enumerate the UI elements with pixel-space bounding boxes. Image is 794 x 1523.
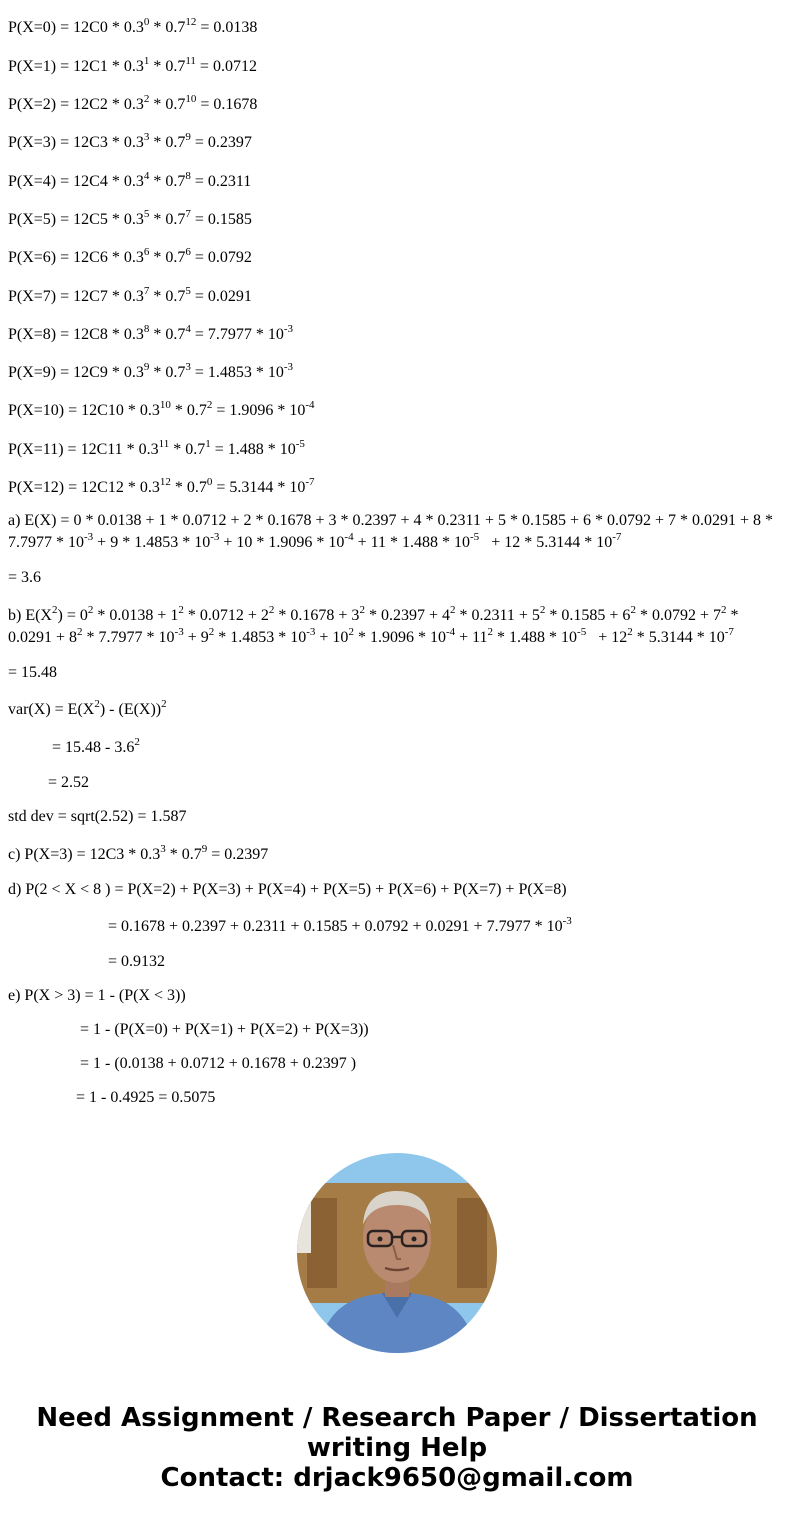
part-b-text: + 10 [315, 629, 349, 646]
exponent: 11 [185, 54, 196, 67]
exponent: 2 [487, 625, 494, 638]
probability-text: = 0.0138 [196, 19, 258, 36]
part-b-text: * 0.0138 + 1 [93, 607, 179, 624]
probability-text: P(X=2) = 12C2 * 0.3 [8, 96, 144, 113]
exponent: 12 [159, 475, 171, 488]
exponent: 2 [143, 92, 150, 105]
exponent: -3 [306, 625, 316, 638]
part-d-line-2 [108, 914, 572, 936]
wall-switch [297, 1193, 311, 1253]
exponent: -5 [470, 530, 480, 543]
exponent: 3 [143, 130, 150, 143]
part-b-text: * 0.2397 + 4 [364, 607, 450, 624]
probability-text: = 1.488 * 10 [210, 441, 296, 458]
part-b-text: ) = 0 [57, 607, 88, 624]
exponent: 2 [94, 697, 100, 710]
part-b-text: * 1.9096 * 10 [353, 629, 446, 646]
exponent: 2 [359, 603, 365, 616]
exponent: 6 [185, 245, 191, 258]
exponent: 2 [627, 625, 633, 638]
probability-text: = 7.7977 * 10 [190, 326, 284, 343]
exponent: -3 [84, 530, 94, 543]
variance-text: ) - (E(X)) [99, 701, 162, 718]
probability-line [8, 54, 257, 76]
probability-line [8, 130, 252, 152]
exponent: -3 [174, 625, 184, 638]
probability-text: = 0.0792 [190, 249, 252, 266]
probability-text: * 0.7 [149, 326, 186, 343]
probability-text: = 0.2311 [190, 173, 252, 190]
part-b-text: * 7.7977 * 10 [82, 629, 175, 646]
banner-line-1: Need Assignment / Research Paper / Dissertation [36, 1403, 758, 1433]
std-dev-line: std dev = sqrt(2.52) = 1.587 [8, 808, 187, 825]
probability-line [8, 360, 294, 382]
part-a-text: + 9 * 1.4853 * 10 [93, 534, 211, 551]
part-a-result: = 3.6 [8, 569, 42, 586]
eye-left [378, 1237, 383, 1242]
part-b-text: * 1.488 * 10 [493, 629, 578, 646]
exponent: 9 [185, 130, 191, 143]
part-d-line-3: = 0.9132 [108, 953, 166, 970]
exponent: 0 [206, 475, 213, 488]
part-b-text: * 0.0291 + 8 [8, 607, 739, 646]
exponent: 9 [143, 360, 150, 373]
probability-text: P(X=5) = 12C5 * 0.3 [8, 211, 144, 228]
exponent: 1 [205, 437, 211, 450]
exponent: 10 [159, 398, 171, 411]
part-b-text: b) E(X [8, 607, 52, 624]
exponent: -7 [305, 475, 315, 488]
exponent: -3 [562, 914, 572, 927]
wood-panel-right [457, 1198, 487, 1288]
exponent: 12 [185, 15, 197, 28]
exponent: 2 [206, 398, 213, 411]
exponent: 2 [178, 603, 184, 616]
probability-line [8, 475, 315, 497]
exponent: -4 [305, 398, 315, 411]
part-b-text: * 0.0792 + 7 [635, 607, 721, 624]
variance-substitution [52, 735, 140, 757]
probability-text: P(X=0) = 12C0 * 0.3 [8, 19, 144, 36]
probability-text: * 0.7 [149, 58, 186, 75]
exponent: 2 [134, 735, 140, 748]
exponent: -5 [577, 625, 587, 638]
exponent: 2 [539, 603, 546, 616]
probability-line [8, 437, 305, 459]
exponent: 6 [143, 245, 150, 258]
probability-text: P(X=7) = 12C7 * 0.3 [8, 288, 144, 305]
probability-text: = 0.1678 [196, 96, 258, 113]
probability-line [8, 169, 252, 191]
part-a-expectation [8, 510, 784, 554]
probability-text: P(X=8) = 12C8 * 0.3 [8, 326, 144, 343]
part-c-text: = 0.2397 [207, 846, 269, 863]
exponent: -5 [295, 437, 305, 450]
probability-text: = 1.9096 * 10 [212, 402, 306, 419]
probability-text: P(X=4) = 12C4 * 0.3 [8, 173, 144, 190]
exponent: 7 [143, 284, 150, 297]
exponent: 8 [143, 322, 150, 335]
exponent: 0 [143, 15, 150, 28]
probability-text: * 0.7 [149, 173, 186, 190]
exponent: -7 [724, 625, 734, 638]
exponent: 5 [185, 284, 191, 297]
part-b-text: * 0.2311 + 5 [455, 607, 540, 624]
exponent: 9 [201, 842, 208, 855]
probability-text: = 5.3144 * 10 [212, 479, 306, 496]
probability-text: * 0.7 [149, 288, 186, 305]
variance-result: = 2.52 [48, 774, 90, 791]
exponent: 5 [143, 207, 150, 220]
part-d-text: = 0.1678 + 0.2397 + 0.2311 + 0.1585 + 0.0792 + 0.0291 + 7.7977 * 10 [108, 918, 563, 935]
part-b-text: + 12 [586, 629, 628, 646]
probability-text: * 0.7 [170, 479, 207, 496]
exponent: 2 [161, 697, 167, 710]
exponent: 2 [87, 603, 94, 616]
part-e-line-1: e) P(X > 3) = 1 - (P(X < 3)) [8, 987, 186, 1004]
probability-text: = 0.0712 [195, 58, 257, 75]
probability-text: P(X=12) = 12C12 * 0.3 [8, 479, 160, 496]
author-avatar [297, 1153, 497, 1353]
exponent: -3 [283, 360, 294, 373]
probability-text: P(X=9) = 12C9 * 0.3 [8, 364, 144, 381]
probability-line [8, 284, 252, 306]
part-c-line [8, 842, 269, 864]
probability-text: P(X=10) = 12C10 * 0.3 [8, 402, 160, 419]
exponent: 3 [185, 360, 191, 373]
part-b-text: * 0.1678 + 3 [274, 607, 360, 624]
probability-text: * 0.7 [169, 441, 206, 458]
exponent: 2 [268, 603, 275, 616]
probability-text: P(X=1) = 12C1 * 0.3 [8, 58, 144, 75]
probability-text: P(X=11) = 12C11 * 0.3 [8, 441, 159, 458]
part-b-second-moment [8, 605, 784, 649]
probability-text: = 0.2397 [190, 134, 252, 151]
eye-right [412, 1237, 417, 1242]
variance-text: = 15.48 - 3.6 [52, 739, 135, 756]
part-b-text: * 5.3144 * 10 [632, 629, 725, 646]
part-b-text: * 0.1585 + 6 [545, 607, 631, 624]
exponent: 2 [208, 625, 215, 638]
part-c-text: * 0.7 [165, 846, 202, 863]
exponent: 2 [348, 625, 354, 638]
variance-text: var(X) = E(X [8, 701, 95, 718]
exponent: 2 [449, 603, 456, 616]
exponent: -3 [210, 530, 220, 543]
part-a-text: + 12 * 5.3144 * 10 [479, 534, 613, 551]
exponent: -4 [445, 625, 456, 638]
part-b-text: + 11 [455, 629, 488, 646]
avatar-illustration [297, 1153, 497, 1353]
banner-line-2: writing Help [306, 1433, 488, 1463]
part-c-text: c) P(X=3) = 12C3 * 0.3 [8, 846, 161, 863]
probability-text: * 0.7 [149, 19, 186, 36]
part-a-text: + 10 * 1.9096 * 10 [219, 534, 345, 551]
exponent: -3 [283, 322, 294, 335]
probability-text: * 0.7 [149, 96, 186, 113]
exponent: 2 [51, 603, 58, 616]
exponent: 4 [143, 169, 150, 182]
probability-line [8, 398, 315, 420]
part-e-line-2: = 1 - (P(X=0) + P(X=1) + P(X=2) + P(X=3)) [80, 1021, 369, 1038]
variance-formula [8, 697, 167, 719]
part-b-text: + 9 [183, 629, 209, 646]
probability-text: = 0.1585 [190, 211, 252, 228]
probability-line [8, 245, 252, 267]
exponent: 11 [158, 437, 170, 450]
exponent: 1 [143, 54, 150, 67]
probability-text: P(X=3) = 12C3 * 0.3 [8, 134, 144, 151]
part-e-line-4: = 1 - 0.4925 = 0.5075 [76, 1089, 216, 1106]
probability-text: P(X=6) = 12C6 * 0.3 [8, 249, 144, 266]
probability-line [8, 15, 258, 37]
exponent: -4 [344, 530, 354, 543]
exponent: 2 [630, 603, 636, 616]
part-b-result: = 15.48 [8, 664, 58, 681]
part-a-text: a) E(X) = 0 * 0.0138 + 1 * 0.0712 + 2 * 0.1678 + 3 * 0.2397 + 4 * 0.2311 + 5 * 0.1585 + 6 * 0.0792 + 7 * 0.0291 + 8 * 7.7977 * 10 [8, 512, 774, 551]
probability-text: = 1.4853 * 10 [190, 364, 284, 381]
exponent: 10 [185, 92, 197, 105]
exponent: 3 [160, 842, 166, 855]
banner-contact-line: Contact: drjack9650@gmail.com [160, 1463, 634, 1493]
wood-panel-left [307, 1198, 337, 1288]
probability-text: * 0.7 [149, 249, 186, 266]
exponent: 2 [77, 625, 83, 638]
probability-line [8, 207, 252, 229]
exponent: 8 [185, 169, 191, 182]
part-b-text: * 1.4853 * 10 [214, 629, 307, 646]
part-b-text: * 0.0712 + 2 [183, 607, 269, 624]
probability-line [8, 92, 258, 114]
part-d-line-1: d) P(2 < X < 8 ) = P(X=2) + P(X=3) + P(X=4) + P(X=5) + P(X=6) + P(X=7) + P(X=8) [8, 881, 567, 898]
probability-text: * 0.7 [149, 211, 186, 228]
exponent: -7 [612, 530, 622, 543]
exponent: 4 [185, 322, 191, 335]
contact-banner [0, 1403, 794, 1493]
exponent: 2 [720, 603, 727, 616]
part-a-text: + 11 * 1.488 * 10 [353, 534, 471, 551]
exponent: 7 [185, 207, 191, 220]
probability-line [8, 322, 294, 344]
probability-text: * 0.7 [149, 364, 186, 381]
part-e-line-3: = 1 - (0.0138 + 0.0712 + 0.1678 + 0.2397 ) [80, 1055, 357, 1072]
probability-text: * 0.7 [170, 402, 207, 419]
probability-text: = 0.0291 [190, 288, 252, 305]
probability-text: * 0.7 [149, 134, 186, 151]
